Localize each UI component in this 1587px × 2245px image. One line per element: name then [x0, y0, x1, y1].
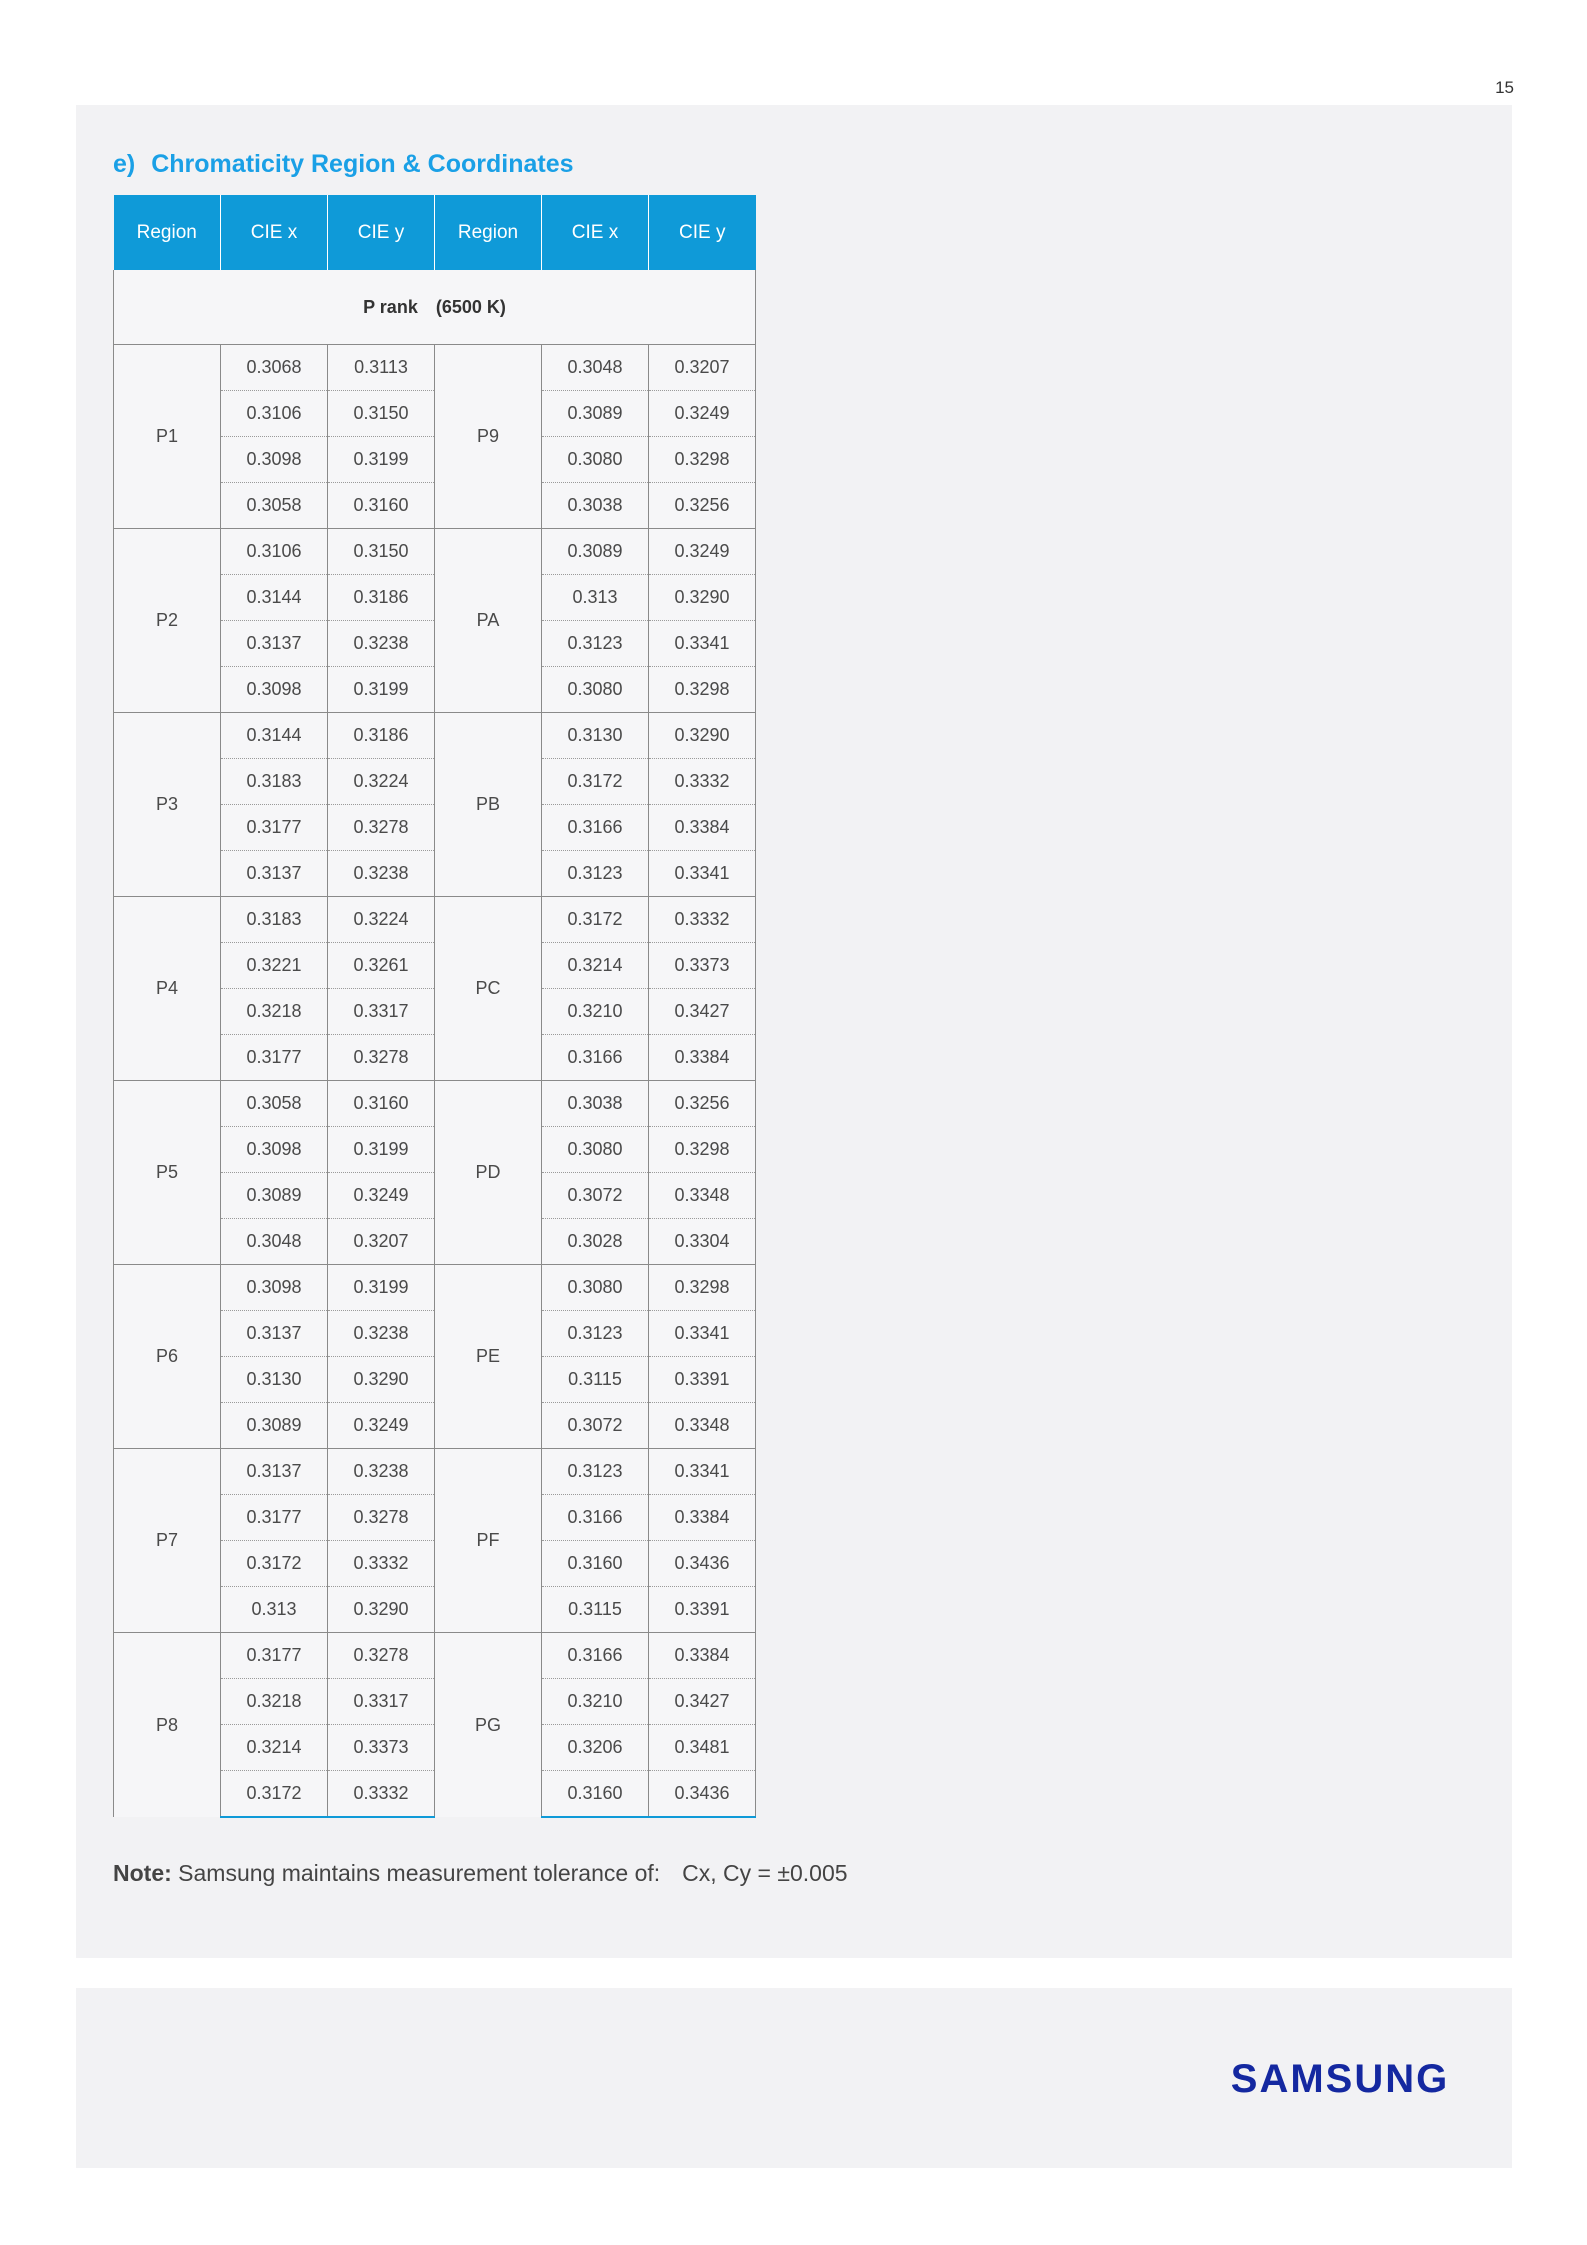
cie-y-cell: 0.3290	[649, 575, 756, 621]
region-cell: PD	[435, 1081, 542, 1265]
cie-x-cell: 0.3038	[542, 1081, 649, 1127]
cie-x-cell: 0.3177	[221, 805, 328, 851]
cie-y-cell: 0.3199	[328, 437, 435, 483]
rank-row	[114, 270, 756, 345]
cie-y-cell: 0.3384	[649, 1035, 756, 1081]
cie-y-cell: 0.3304	[649, 1219, 756, 1265]
cie-y-cell: 0.3186	[328, 575, 435, 621]
cie-y-cell: 0.3150	[328, 529, 435, 575]
cie-y-cell: 0.3249	[328, 1173, 435, 1219]
cie-x-cell: 0.3166	[542, 1495, 649, 1541]
cie-y-cell: 0.3278	[328, 1495, 435, 1541]
note-text: Samsung maintains measurement tolerance of:	[178, 1860, 661, 1886]
cie-x-cell: 0.3123	[542, 851, 649, 897]
cie-y-cell: 0.3373	[328, 1725, 435, 1771]
cie-x-cell: 0.313	[221, 1587, 328, 1633]
cie-y-cell: 0.3341	[649, 1311, 756, 1357]
cie-x-cell: 0.3166	[542, 1035, 649, 1081]
cie-y-cell: 0.3290	[328, 1357, 435, 1403]
cie-x-cell: 0.313	[542, 575, 649, 621]
cie-y-cell: 0.3238	[328, 1311, 435, 1357]
table-row	[114, 1265, 756, 1311]
cie-x-cell: 0.3177	[221, 1633, 328, 1679]
chromaticity-table	[113, 195, 756, 1818]
cie-y-cell: 0.3238	[328, 621, 435, 667]
cie-y-cell: 0.3290	[649, 713, 756, 759]
cie-y-cell: 0.3332	[649, 759, 756, 805]
cie-x-cell: 0.3072	[542, 1403, 649, 1449]
cie-y-cell: 0.3207	[328, 1219, 435, 1265]
cie-x-cell: 0.3214	[542, 943, 649, 989]
header-region-right: Region	[435, 195, 542, 270]
cie-x-cell: 0.3130	[542, 713, 649, 759]
cie-y-cell: 0.3332	[328, 1541, 435, 1587]
region-cell: PE	[435, 1265, 542, 1449]
cie-y-cell: 0.3298	[649, 1265, 756, 1311]
cie-x-cell: 0.3218	[221, 989, 328, 1035]
header-ciex-right: CIE x	[542, 195, 649, 270]
cie-y-cell: 0.3224	[328, 759, 435, 805]
cie-x-cell: 0.3080	[542, 437, 649, 483]
cie-x-cell: 0.3137	[221, 621, 328, 667]
region-cell: P1	[114, 345, 221, 529]
samsung-logo-text: SAMSUNG	[1230, 2057, 1450, 2101]
cie-x-cell: 0.3072	[542, 1173, 649, 1219]
region-cell: PA	[435, 529, 542, 713]
cie-x-cell: 0.3183	[221, 897, 328, 943]
samsung-logo	[1225, 2052, 1455, 2102]
table-row	[114, 345, 756, 391]
rank-temperature: (6500 K)	[435, 296, 506, 317]
region-cell: P3	[114, 713, 221, 897]
cie-y-cell: 0.3384	[649, 1633, 756, 1679]
cie-x-cell: 0.3106	[221, 529, 328, 575]
cie-x-cell: 0.3058	[221, 483, 328, 529]
cie-y-cell: 0.3224	[328, 897, 435, 943]
cie-y-cell: 0.3199	[328, 667, 435, 713]
cie-y-cell: 0.3186	[328, 713, 435, 759]
tolerance-note	[113, 1860, 848, 1887]
cie-y-cell: 0.3341	[649, 1449, 756, 1495]
cie-y-cell: 0.3249	[328, 1403, 435, 1449]
cie-x-cell: 0.3221	[221, 943, 328, 989]
table-row	[114, 1633, 756, 1679]
cie-y-cell: 0.3341	[649, 851, 756, 897]
cie-x-cell: 0.3080	[542, 1127, 649, 1173]
region-cell: PG	[435, 1633, 542, 1818]
section-title	[113, 150, 574, 179]
region-cell: P9	[435, 345, 542, 529]
cie-y-cell: 0.3348	[649, 1403, 756, 1449]
header-ciey-right: CIE y	[649, 195, 756, 270]
cie-y-cell: 0.3391	[649, 1587, 756, 1633]
table-row	[114, 713, 756, 759]
cie-y-cell: 0.3298	[649, 437, 756, 483]
cie-x-cell: 0.3172	[221, 1771, 328, 1818]
cie-y-cell: 0.3384	[649, 1495, 756, 1541]
cie-y-cell: 0.3278	[328, 805, 435, 851]
cie-y-cell: 0.3348	[649, 1173, 756, 1219]
cie-x-cell: 0.3166	[542, 1633, 649, 1679]
cie-x-cell: 0.3166	[542, 805, 649, 851]
cie-y-cell: 0.3436	[649, 1771, 756, 1818]
region-cell: PB	[435, 713, 542, 897]
note-value: Cx, Cy = ±0.005	[682, 1860, 848, 1886]
cie-y-cell: 0.3278	[328, 1633, 435, 1679]
cie-y-cell: 0.3427	[649, 989, 756, 1035]
cie-y-cell: 0.3199	[328, 1127, 435, 1173]
cie-y-cell: 0.3317	[328, 989, 435, 1035]
cie-x-cell: 0.3089	[542, 391, 649, 437]
table-row	[114, 1081, 756, 1127]
cie-x-cell: 0.3123	[542, 1449, 649, 1495]
cie-y-cell: 0.3290	[328, 1587, 435, 1633]
section-prefix: e)	[113, 150, 136, 178]
cie-x-cell: 0.3098	[221, 1127, 328, 1173]
cie-x-cell: 0.3160	[542, 1771, 649, 1818]
cie-y-cell: 0.3199	[328, 1265, 435, 1311]
cie-x-cell: 0.3098	[221, 437, 328, 483]
cie-y-cell: 0.3160	[328, 1081, 435, 1127]
cie-x-cell: 0.3172	[542, 897, 649, 943]
cie-y-cell: 0.3481	[649, 1725, 756, 1771]
page-number: 15	[1495, 78, 1514, 97]
cie-y-cell: 0.3238	[328, 1449, 435, 1495]
cie-x-cell: 0.3115	[542, 1357, 649, 1403]
cie-y-cell: 0.3207	[649, 345, 756, 391]
cie-x-cell: 0.3172	[221, 1541, 328, 1587]
region-cell: P6	[114, 1265, 221, 1449]
region-cell: P5	[114, 1081, 221, 1265]
cie-x-cell: 0.3048	[542, 345, 649, 391]
region-cell: P2	[114, 529, 221, 713]
cie-x-cell: 0.3210	[542, 1679, 649, 1725]
cie-x-cell: 0.3089	[221, 1173, 328, 1219]
cie-x-cell: 0.3098	[221, 667, 328, 713]
cie-y-cell: 0.3113	[328, 345, 435, 391]
cie-x-cell: 0.3218	[221, 1679, 328, 1725]
region-cell: PC	[435, 897, 542, 1081]
cie-y-cell: 0.3160	[328, 483, 435, 529]
cie-x-cell: 0.3048	[221, 1219, 328, 1265]
cie-x-cell: 0.3183	[221, 759, 328, 805]
cie-y-cell: 0.3332	[328, 1771, 435, 1818]
cie-y-cell: 0.3427	[649, 1679, 756, 1725]
cie-y-cell: 0.3373	[649, 943, 756, 989]
cie-x-cell: 0.3089	[542, 529, 649, 575]
cie-x-cell: 0.3038	[542, 483, 649, 529]
cie-x-cell: 0.3089	[221, 1403, 328, 1449]
cie-x-cell: 0.3210	[542, 989, 649, 1035]
region-cell: P8	[114, 1633, 221, 1818]
cie-x-cell: 0.3137	[221, 1449, 328, 1495]
cie-x-cell: 0.3058	[221, 1081, 328, 1127]
cie-x-cell: 0.3106	[221, 391, 328, 437]
cie-x-cell: 0.3080	[542, 1265, 649, 1311]
cie-y-cell: 0.3391	[649, 1357, 756, 1403]
region-cell: PF	[435, 1449, 542, 1633]
cie-y-cell: 0.3436	[649, 1541, 756, 1587]
cie-x-cell: 0.3123	[542, 1311, 649, 1357]
cie-x-cell: 0.3144	[221, 713, 328, 759]
cie-x-cell: 0.3098	[221, 1265, 328, 1311]
cie-x-cell: 0.3177	[221, 1035, 328, 1081]
cie-y-cell: 0.3256	[649, 1081, 756, 1127]
cie-x-cell: 0.3137	[221, 851, 328, 897]
cie-x-cell: 0.3115	[542, 1587, 649, 1633]
cie-x-cell: 0.3144	[221, 575, 328, 621]
section-title-text: Chromaticity Region & Coordinates	[151, 150, 574, 178]
cie-x-cell: 0.3130	[221, 1357, 328, 1403]
cie-x-cell: 0.3080	[542, 667, 649, 713]
table-row	[114, 529, 756, 575]
region-cell: P4	[114, 897, 221, 1081]
cie-y-cell: 0.3261	[328, 943, 435, 989]
cie-y-cell: 0.3256	[649, 483, 756, 529]
rank-cell	[114, 270, 756, 345]
note-label: Note:	[113, 1860, 172, 1886]
cie-x-cell: 0.3028	[542, 1219, 649, 1265]
cie-x-cell: 0.3206	[542, 1725, 649, 1771]
region-cell: P7	[114, 1449, 221, 1633]
cie-y-cell: 0.3298	[649, 667, 756, 713]
header-region-left: Region	[114, 195, 221, 270]
cie-y-cell: 0.3298	[649, 1127, 756, 1173]
cie-x-cell: 0.3177	[221, 1495, 328, 1541]
cie-y-cell: 0.3384	[649, 805, 756, 851]
cie-y-cell: 0.3317	[328, 1679, 435, 1725]
header-ciey-left: CIE y	[328, 195, 435, 270]
cie-x-cell: 0.3068	[221, 345, 328, 391]
cie-y-cell: 0.3278	[328, 1035, 435, 1081]
cie-y-cell: 0.3238	[328, 851, 435, 897]
cie-y-cell: 0.3332	[649, 897, 756, 943]
table-header-row	[114, 195, 756, 270]
cie-x-cell: 0.3137	[221, 1311, 328, 1357]
cie-x-cell: 0.3214	[221, 1725, 328, 1771]
cie-x-cell: 0.3172	[542, 759, 649, 805]
rank-label: P rank	[363, 296, 418, 317]
cie-y-cell: 0.3341	[649, 621, 756, 667]
table-row	[114, 897, 756, 943]
cie-x-cell: 0.3123	[542, 621, 649, 667]
header-ciex-left: CIE x	[221, 195, 328, 270]
table-row	[114, 1449, 756, 1495]
cie-x-cell: 0.3160	[542, 1541, 649, 1587]
cie-y-cell: 0.3249	[649, 529, 756, 575]
cie-y-cell: 0.3150	[328, 391, 435, 437]
cie-y-cell: 0.3249	[649, 391, 756, 437]
